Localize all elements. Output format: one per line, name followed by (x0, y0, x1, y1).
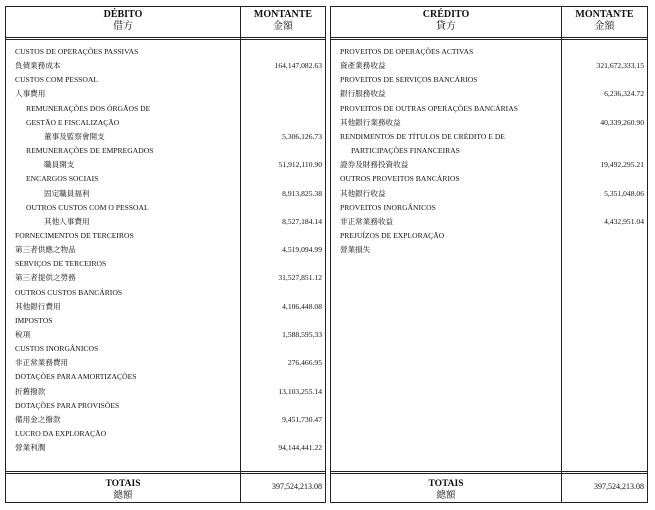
table-row (6, 271, 325, 285)
row-amount: 4,519,094.99 (282, 245, 322, 255)
row-label: OUTROS CUSTOS BANCÁRIOS (15, 287, 123, 297)
credit-amount-header-label: MONTANTE (575, 9, 634, 20)
debit-table (5, 6, 326, 503)
row-label: 負債業務成本 (15, 61, 61, 71)
table-row (6, 314, 325, 328)
debit-header (6, 9, 240, 33)
debit-totals-label-cn: 總額 (113, 491, 133, 501)
row-label: 固定職員福利 (44, 188, 90, 198)
row-label: 銀行服務收益 (340, 89, 386, 99)
debit-amount-header-label: MONTANTE (253, 9, 313, 20)
totals-divider (6, 471, 325, 472)
table-row (6, 243, 325, 257)
row-amount: 94,144,441.22 (278, 443, 322, 453)
row-amount: 31,527,851.12 (278, 273, 322, 283)
totals-divider-double (331, 473, 647, 474)
row-amount: 51,912,110.90 (278, 160, 322, 170)
credit-header-label-cn: 貸方 (436, 21, 456, 32)
table-row (331, 187, 647, 201)
row-label: PROVEITOS DE OPERAÇÕES ACTIVAS (340, 47, 474, 56)
row-label: CUSTOS INORGÂNICOS (15, 344, 99, 354)
row-label: ENCARGOS SOCIAIS (26, 174, 99, 184)
table-row (6, 441, 325, 455)
table-row (331, 215, 647, 229)
credit-totals (331, 478, 561, 502)
table-row (331, 158, 647, 172)
table-row (6, 116, 325, 130)
totals-divider-double (6, 473, 325, 474)
row-label: OUTROS CUSTOS COM O PESSOAL (26, 202, 149, 212)
table-row (6, 130, 325, 144)
credit-amount-header (562, 9, 647, 33)
row-label: 其他銀行收益 (340, 188, 386, 198)
table-row (331, 229, 647, 243)
totals-divider (331, 471, 647, 472)
row-amount: 13,103,255.14 (278, 386, 322, 396)
table-row (331, 243, 647, 257)
credit-total-amount: 397,524,213.08 (594, 482, 644, 491)
row-label: 董事及監察會開支 (44, 131, 105, 141)
row-label: 折舊撥款 (15, 386, 46, 396)
header-divider (331, 37, 647, 38)
row-label: REMUNERAÇÕES DOS ÓRGÃOS DE (26, 103, 151, 113)
table-row (331, 116, 647, 130)
row-amount: 5,351,048.06 (604, 188, 644, 198)
table-row (6, 413, 325, 427)
row-amount: 19,492,295.21 (600, 160, 644, 170)
table-row (6, 158, 325, 172)
table-row (331, 45, 647, 59)
table-row (331, 87, 647, 101)
table-row (6, 229, 325, 243)
table-row (6, 201, 325, 215)
row-label: GESTÃO E FISCALIZAÇÃO (26, 117, 120, 127)
row-label: PREJUÍZOS DE EXPLORAÇÃO (340, 230, 445, 240)
table-row (331, 130, 647, 144)
table-row (6, 45, 325, 59)
table-row (6, 102, 325, 116)
credit-amount-header-label-cn: 金額 (594, 21, 615, 32)
row-amount: 9,451,730.47 (282, 414, 322, 424)
table-row (331, 201, 647, 215)
row-label: CUSTOS DE OPERAÇÕES PASSIVAS (15, 47, 139, 56)
row-label: 資產業務收益 (340, 61, 386, 71)
row-amount: 276,466.95 (287, 358, 322, 368)
debit-header-label: DÉBITO (103, 9, 143, 20)
row-label: 人事費用 (15, 89, 46, 99)
row-amount: 4,106,448.08 (282, 301, 322, 311)
debit-amount-header-label-cn: 金額 (273, 21, 293, 32)
row-label: CUSTOS COM PESSOAL (15, 75, 98, 85)
row-label: IMPOSTOS (15, 315, 53, 325)
table-row (6, 187, 325, 201)
debit-header-label-cn: 借方 (113, 21, 133, 32)
table-row (6, 172, 325, 186)
row-label: 非正常業務收益 (340, 216, 394, 226)
credit-totals-label-cn: 總額 (436, 491, 456, 501)
row-label: 職員開支 (44, 160, 75, 170)
table-row (6, 144, 325, 158)
table-row (6, 356, 325, 370)
table-row (6, 300, 325, 314)
row-amount: 8,527,184.14 (282, 216, 322, 226)
table-row (6, 215, 325, 229)
table-row (331, 73, 647, 87)
row-label: 非正常業務費用 (15, 358, 69, 368)
debit-totals-label: TOTAIS (105, 479, 141, 489)
table-row (331, 102, 647, 116)
row-amount: 1,588,595.33 (282, 330, 322, 339)
row-label: 營業損失 (340, 245, 371, 255)
table-row (6, 385, 325, 399)
row-amount: 4,432,951.04 (604, 216, 644, 226)
table-row (331, 59, 647, 73)
row-label: 其他人事費用 (44, 216, 90, 226)
table-row (6, 286, 325, 300)
table-row (6, 73, 325, 87)
credit-table (330, 6, 648, 503)
row-label: PROVEITOS INORGÂNICOS (340, 202, 436, 212)
row-label: OUTROS PROVEITOS BANCÁRIOS (340, 174, 460, 184)
row-label: FORNECIMENTOS DE TERCEIROS (15, 230, 134, 240)
table-row (6, 427, 325, 441)
row-label: DOTAÇÕES PARA AMORTIZAÇÕES (15, 372, 137, 382)
table-row (6, 399, 325, 413)
table-row (331, 172, 647, 186)
debit-total-amount: 397,524,213.08 (272, 482, 322, 491)
debit-amount-header (241, 9, 325, 33)
table-row (6, 87, 325, 101)
row-amount: 40,339,260.90 (600, 117, 644, 127)
row-label: PARTICIPAÇÕES FINANCEIRAS (351, 146, 460, 156)
table-row (6, 328, 325, 342)
table-row (6, 370, 325, 384)
header-divider-double (6, 39, 325, 40)
row-amount: 5,306,126.73 (282, 131, 322, 141)
row-label: RENDIMENTOS DE TÍTULOS DE CRÉDITO E DE (340, 131, 505, 141)
row-label: LUCRO DA EXPLORAÇÃO (15, 429, 107, 439)
table-row (6, 59, 325, 73)
row-label: DOTAÇÕES PARA PROVISÕES (15, 400, 120, 410)
credit-header-label: CRÉDITO (422, 9, 470, 20)
credit-totals-label: TOTAIS (428, 479, 464, 489)
row-label: 其他銀行費用 (15, 301, 61, 311)
row-label: 稅項 (15, 330, 31, 339)
table-row (6, 342, 325, 356)
row-label: REMUNERAÇÕES DE EMPREGADOS (26, 146, 154, 156)
row-label: PROVEITOS DE OUTRAS OPERAÇÕES BANCÁRIAS (340, 103, 518, 113)
row-label: 第三者提供之勞務 (15, 273, 76, 283)
row-label: 第三者供應之物品 (15, 245, 76, 255)
row-label: PROVEITOS DE SERVIÇOS BANCÁRIOS (340, 75, 478, 85)
row-amount: 321,672,333.15 (596, 61, 644, 71)
row-amount: 6,236,324.72 (604, 89, 644, 99)
header-divider (6, 37, 325, 38)
credit-header (331, 9, 561, 33)
row-amount: 8,913,825.38 (282, 188, 322, 198)
row-label: 備用金之撥款 (15, 414, 61, 424)
row-label: SERVIÇOS DE TERCEIROS (15, 259, 107, 269)
table-row (331, 144, 647, 158)
row-amount: 164,147,082.63 (274, 61, 322, 71)
row-label: 其他銀行業務收益 (340, 117, 401, 127)
header-divider-double (331, 39, 647, 40)
debit-totals (6, 478, 240, 502)
row-label: 營業利潤 (15, 443, 46, 453)
table-row (6, 257, 325, 271)
row-label: 證券及財務投資收益 (340, 160, 409, 170)
